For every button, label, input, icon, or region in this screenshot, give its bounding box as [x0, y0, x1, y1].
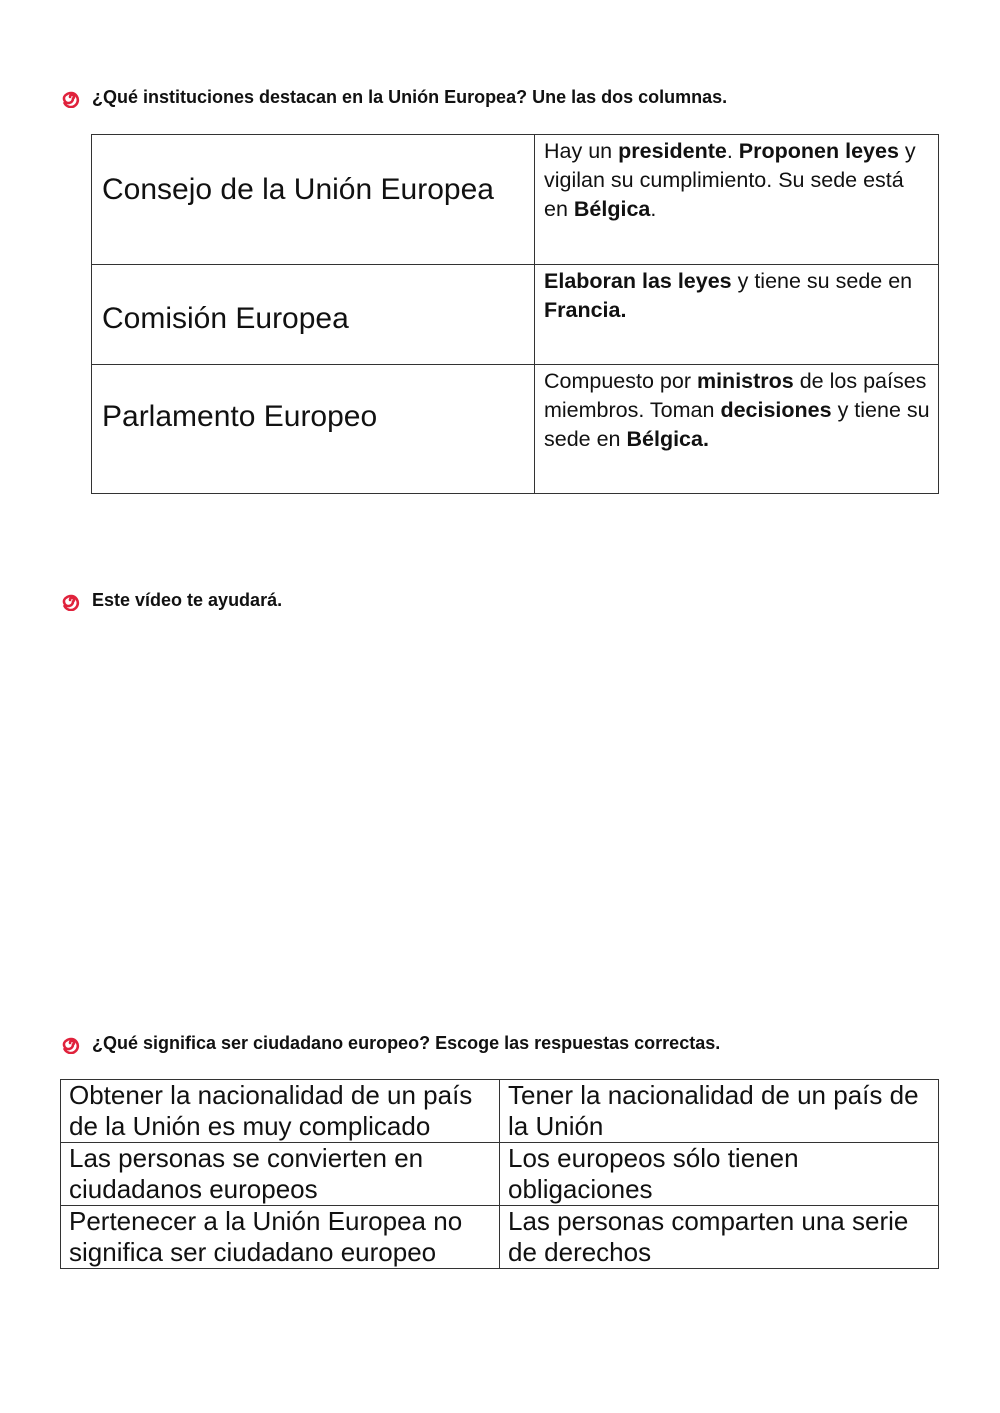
answer-option[interactable]: Pertenecer a la Unión Europea no significa ser ciudadano europeo — [61, 1206, 500, 1269]
institution-cell[interactable]: Comisión Europea — [92, 265, 535, 365]
spiral-bullet-icon — [60, 86, 82, 108]
bold-text: presidente — [618, 139, 727, 163]
description-text: Compuesto por — [544, 369, 697, 393]
answer-option[interactable]: Los europeos sólo tienen obligaciones — [500, 1143, 939, 1206]
question-1-heading — [60, 86, 727, 108]
description-text: de los países miembros. Toman — [544, 369, 933, 422]
description-text: y vigilan su cumplimiento. Su sede está en — [544, 139, 922, 221]
bold-text: Bélgica — [573, 197, 651, 221]
bold-text: Elaboran las leyes — [544, 269, 732, 293]
institution-cell[interactable]: Consejo de la Unión Europea — [92, 135, 535, 265]
video-hint-heading — [60, 589, 282, 611]
table-row — [61, 1143, 939, 1206]
bold-text: Francia. — [544, 298, 627, 322]
description-cell[interactable] — [535, 135, 939, 265]
institution-cell[interactable]: Parlamento Europeo — [92, 365, 535, 494]
question-2-text: ¿Qué significa ser ciudadano europeo? Escoge las respuestas correctas. — [92, 1032, 721, 1053]
description-text: y tiene su sede en — [544, 398, 936, 451]
description-cell[interactable] — [535, 265, 939, 365]
spiral-bullet-icon — [60, 589, 82, 611]
matching-table — [91, 134, 939, 494]
question-1-text: ¿Qué instituciones destacan en la Unión Europea? Une las dos columnas. — [92, 86, 728, 107]
description-cell[interactable] — [535, 365, 939, 494]
question-2-heading — [60, 1032, 720, 1054]
table-row — [92, 365, 939, 494]
description-text: . — [650, 197, 657, 221]
answer-option[interactable]: Tener la nacionalidad de un país de la Unión — [500, 1080, 939, 1143]
table-row — [61, 1080, 939, 1143]
description-text: y tiene su sede en — [731, 269, 919, 293]
table-row — [61, 1206, 939, 1269]
bold-text: decisiones — [720, 398, 832, 422]
bold-text: Bélgica. — [626, 427, 709, 451]
bold-text: Proponen leyes — [738, 139, 899, 163]
answer-option[interactable]: Las personas se convierten en ciudadanos europeos — [61, 1143, 500, 1206]
spiral-bullet-icon — [60, 1032, 82, 1054]
description-text: . — [726, 139, 739, 163]
choices-table — [60, 1079, 939, 1269]
table-row — [92, 265, 939, 365]
answer-option[interactable]: Las personas comparten una serie de derechos — [500, 1206, 939, 1269]
answer-option[interactable]: Obtener la nacionalidad de un país de la Unión es muy complicado — [61, 1080, 500, 1143]
bold-text: ministros — [696, 369, 794, 393]
table-row — [92, 135, 939, 265]
video-hint-text: Este vídeo te ayudará. — [92, 589, 283, 610]
description-text: Hay un — [544, 139, 619, 163]
